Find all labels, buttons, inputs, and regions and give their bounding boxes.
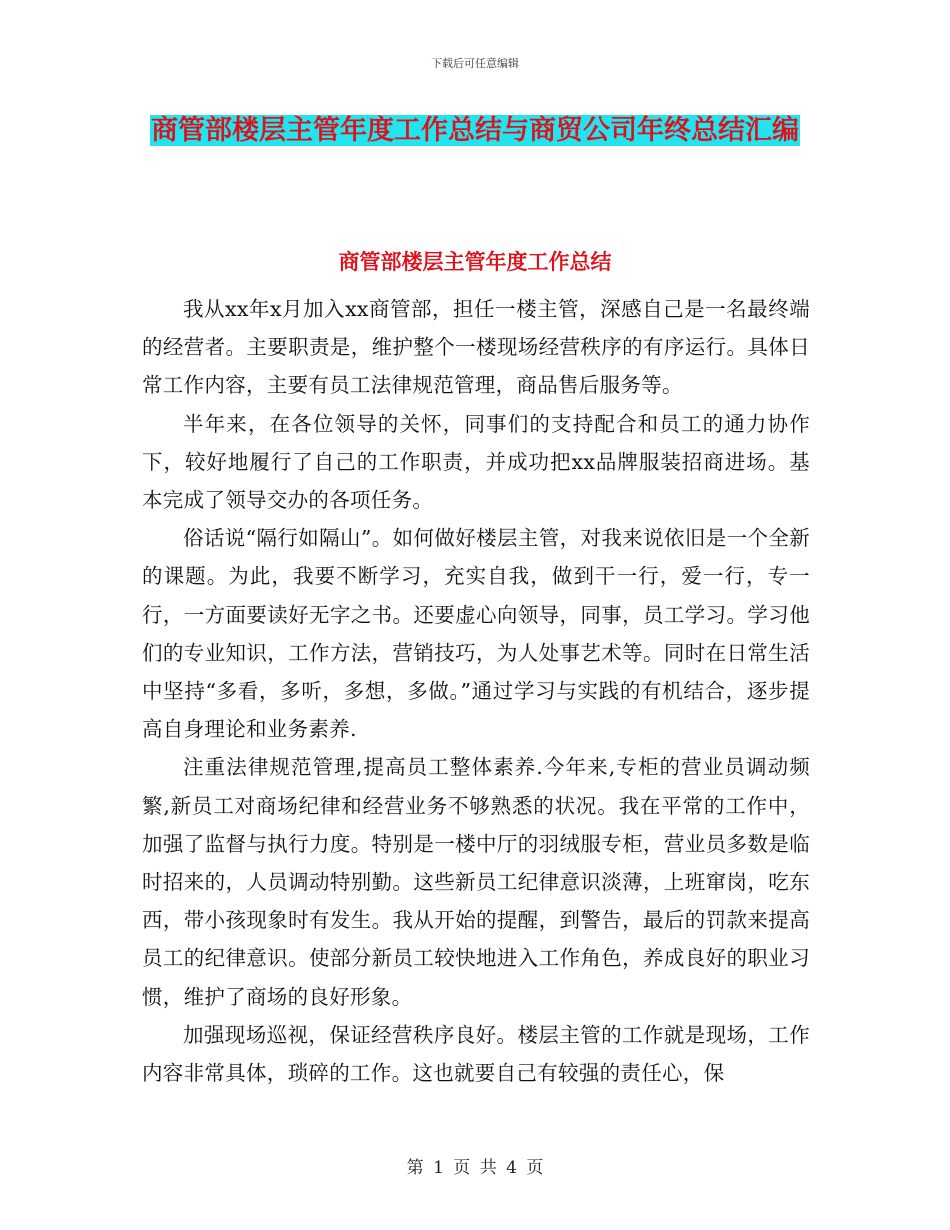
page-number-footer: 第 1 页 共 4 页 (406, 1158, 544, 1178)
document-body (142, 290, 810, 1092)
section-title: 商管部楼层主管年度工作总结 (338, 249, 612, 274)
page-header-note: 下载后可任意编辑 (431, 57, 519, 70)
paragraph: 半年来，在各位领导的关怀，同事们的支持配合和员工的通力协作下，较好地履行了自己的工作职责，并成功把xx品牌服装招商进场。基本完成了领导交办的各项任务。 (142, 411, 810, 513)
paragraph: 注重法律规范管理,提高员工整体素养.今年来,专柜的营业员调动频繁,新员工对商场纪律和经营业务不够熟悉的状况。我在平常的工作中，加强了监督与执行力度。特别是一楼中厅的羽绒服专柜，营业员多数是临时招来的，人员调动特别勤。这些新员工纪律意识淡薄，上班窜岗，吃东西，带小孩现象时有发生。我从开始的提醒，到警告，最后的罚款来提高员工的纪律意识。使部分新员工较快地进入工作角色，养成良好的职业习惯，维护了商场的良好形象。 (142, 755, 810, 1009)
paragraph: 加强现场巡视，保证经营秩序良好。楼层主管的工作就是现场，工作内容非常具体，琐碎的工作。这也就要自己有较强的责任心，保 (142, 1022, 810, 1086)
paragraph: 我从xx年x月加入xx商管部，担任一楼主管，深感自己是一名最终端的经营者。主要职责是，维护整个一楼现场经营秩序的有序运行。具体日常工作内容，主要有员工法律规范管理，商品售后服务等。 (142, 297, 810, 398)
document-title-text: 商管部楼层主管年度工作总结与商贸公司年终总结汇编 (151, 115, 799, 146)
document-title (140, 108, 810, 154)
paragraph: 俗话说“隔行如隔山”。如何做好楼层主管，对我来说依旧是一个全新的课题。为此，我要不断学习，充实自我，做到干一行，爱一行，专一行，一方面要读好无字之书。还要虚心向领导，同事，员工学习。学习他们的专业知识，工作方法，营销技巧，为人处事艺术等。同时在日常生活中坚持“多看，多听，多想，多做。”通过学习与实践的有机结合，逐步提高自身理论和业务素养. (142, 526, 810, 742)
